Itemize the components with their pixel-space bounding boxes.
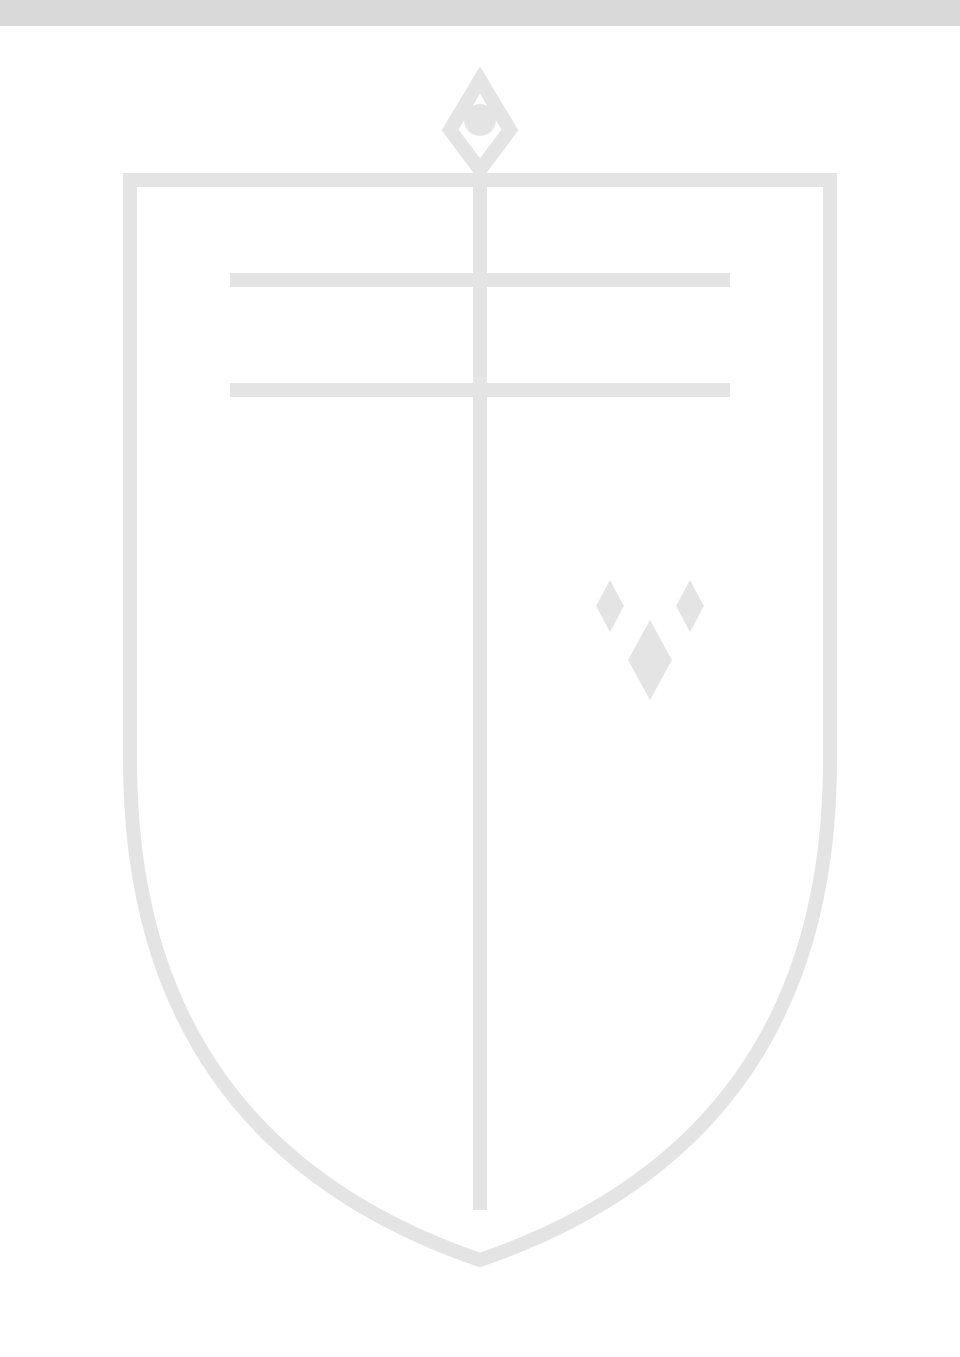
- ownership-notice: [0, 1325, 960, 1353]
- page-header: [0, 0, 960, 26]
- document-body: [0, 44, 960, 68]
- coat-of-arms-watermark: [90, 60, 870, 1290]
